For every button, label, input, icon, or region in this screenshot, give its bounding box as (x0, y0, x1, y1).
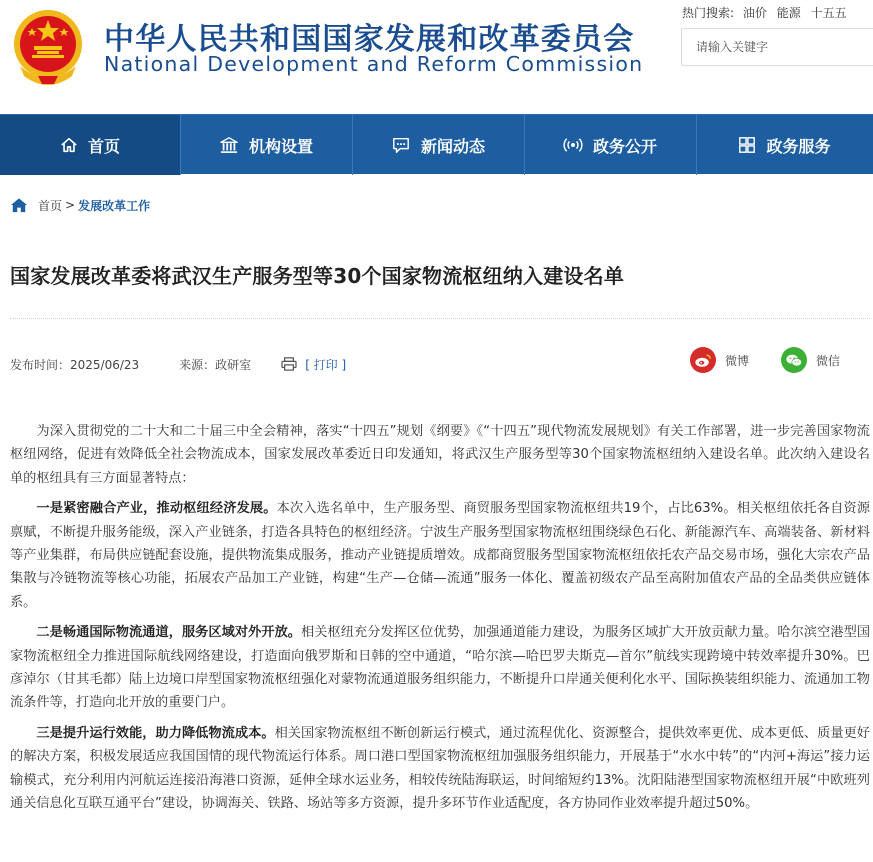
paragraph-text: 相关枢纽充分发挥区位优势，加强通道能力建设，为服务区域扩大开放贡献力量。哈尔滨空港型国家物流枢纽全力推进国际航线网络建设，打造面向俄罗斯和日韩的空中通道，“哈尔滨—哈巴罗夫斯克—首尔”航线实现跨境中转效率提升30%。巴彦淖尔（甘其毛都）陆上边境口岸型国家物流枢纽强化对蒙物流通道服务组织能力，不断提升口岸通关便利化水平、国际换装组织能力、流通加工物流条件等，打造向北开放的重要门户。 (10, 625, 871, 711)
title-divider (10, 318, 870, 319)
nav-item-label: 新闻动态 (420, 136, 485, 156)
article-body (10, 420, 870, 823)
nav-item-news[interactable] (352, 115, 524, 175)
nav-item-label: 政务服务 (766, 136, 831, 156)
nav-item-label: 机构设置 (248, 136, 313, 156)
breadcrumb-separator: > (65, 198, 76, 212)
paragraph-lead: 二是畅通国际物流通道，服务区域对外开放。 (36, 625, 302, 641)
search-input[interactable] (681, 28, 873, 66)
national-emblem-icon[interactable] (8, 6, 88, 88)
article-paragraph (10, 722, 870, 816)
grid-icon (738, 136, 756, 154)
site-header (0, 0, 873, 114)
chat-icon (391, 136, 411, 154)
paragraph-lead: 一是紧密融合产业，推动枢纽经济发展。 (36, 501, 277, 517)
hot-search-term[interactable]: 十五五 (810, 6, 847, 20)
breadcrumb-current-link[interactable]: 发展改革工作 (78, 198, 151, 213)
nav-item-label: 政务公开 (592, 136, 657, 156)
site-title-english: National Development and Reform Commission (104, 52, 644, 76)
nav-item-organization[interactable] (180, 115, 352, 175)
publish-date: 发布时间：2025/06/23 (10, 357, 140, 372)
wechat-icon (781, 347, 807, 373)
paragraph-text: 本次入选名单中，生产服务型、商贸服务型国家物流枢纽共19个，占比63%。相关枢纽依托各自资源禀赋，不断提升服务能级，深入产业链条，打造各具特色的枢纽经济。宁波生产服务型国家物流枢纽围绕绿色石化、新能源汽车、高端装备、新材料等产业集群，布局供应链配套设施，提供物流集成服务，推动产业链提质增效。成都商贸服务型国家物流枢纽依托农产品交易市场，强化大宗农产品集散与冷链物流等核心功能，拓展农产品加工产业链，构建“生产—仓储—流通”服务一体化、覆盖初级农产品至高附加值农产品的全品类供应链体系。 (10, 501, 871, 610)
share-weibo-button[interactable] (690, 345, 749, 375)
paragraph-lead: 三是提升运行效能，助力降低物流成本。 (36, 725, 275, 741)
article-title: 国家发展改革委将武汉生产服务型等30个国家物流枢纽纳入建设名单 (10, 264, 625, 288)
share-weibo-label: 微博 (725, 353, 750, 368)
hot-search-term[interactable]: 能源 (776, 6, 801, 20)
hot-search-term[interactable]: 油价 (742, 6, 767, 20)
nav-item-home[interactable] (0, 115, 180, 175)
breadcrumb-home-link[interactable]: 首页 (38, 198, 63, 213)
share-wechat-button[interactable] (781, 345, 840, 375)
article-meta (10, 354, 346, 374)
paragraph-text: 为深入贯彻党的二十大和二十届三中全会精神，落实“十四五”规划《纲要》《“十四五”现代物流发展规划》有关工作部署，进一步完善国家物流枢纽网络，促进有效降低全社会物流成本，国家发展改革委近日印发通知，将武汉生产服务型等30个国家物流枢纽纳入建设名单。此次纳入建设名单的枢纽具有三方面显著特点： (10, 424, 870, 486)
home-icon (60, 136, 78, 154)
breadcrumb (10, 195, 150, 215)
hot-search (682, 4, 853, 21)
building-icon (219, 136, 239, 154)
article-source: 来源：政研室 (179, 357, 252, 372)
weibo-icon (690, 347, 716, 373)
print-label: [ 打印 ] (305, 357, 347, 372)
home-icon (10, 197, 28, 213)
nav-item-government-affairs[interactable] (524, 115, 696, 175)
main-nav (0, 114, 873, 174)
article-paragraph (10, 621, 870, 715)
paragraph-text: 相关国家物流枢纽不断创新运行模式，通过流程优化、资源整合，提供效率更优、成本更低、质量更好的解决方案，积极发展适应我国国情的现代物流运行体系。周口港口型国家物流枢纽加强服务组织能力，开展基于“水水中转”的“内河+海运”接力运输模式，充分利用内河航运连接沿海港口资源，延伸全球水运业务，相较传统陆海联运，时间缩短约13%。沈阳陆港型国家物流枢纽开展“中欧班列通关信息化互联互通平台”建设，协调海关、铁路、场站等多方资源，提升多环节作业适配度，各方协同作业效率提升超过50%。 (10, 725, 870, 812)
nav-item-label: 首页 (87, 136, 120, 156)
printer-icon (281, 357, 297, 371)
article-paragraph (10, 497, 870, 614)
site-title-chinese: 中华人民共和国国家发展和改革委员会 (104, 22, 635, 57)
share-wechat-label: 微信 (816, 353, 841, 368)
print-button[interactable] (281, 356, 346, 373)
hot-search-label: 热门搜索: (682, 6, 735, 20)
article-paragraph (10, 420, 870, 490)
nav-item-services[interactable] (696, 115, 873, 175)
broadcast-icon (563, 136, 583, 154)
